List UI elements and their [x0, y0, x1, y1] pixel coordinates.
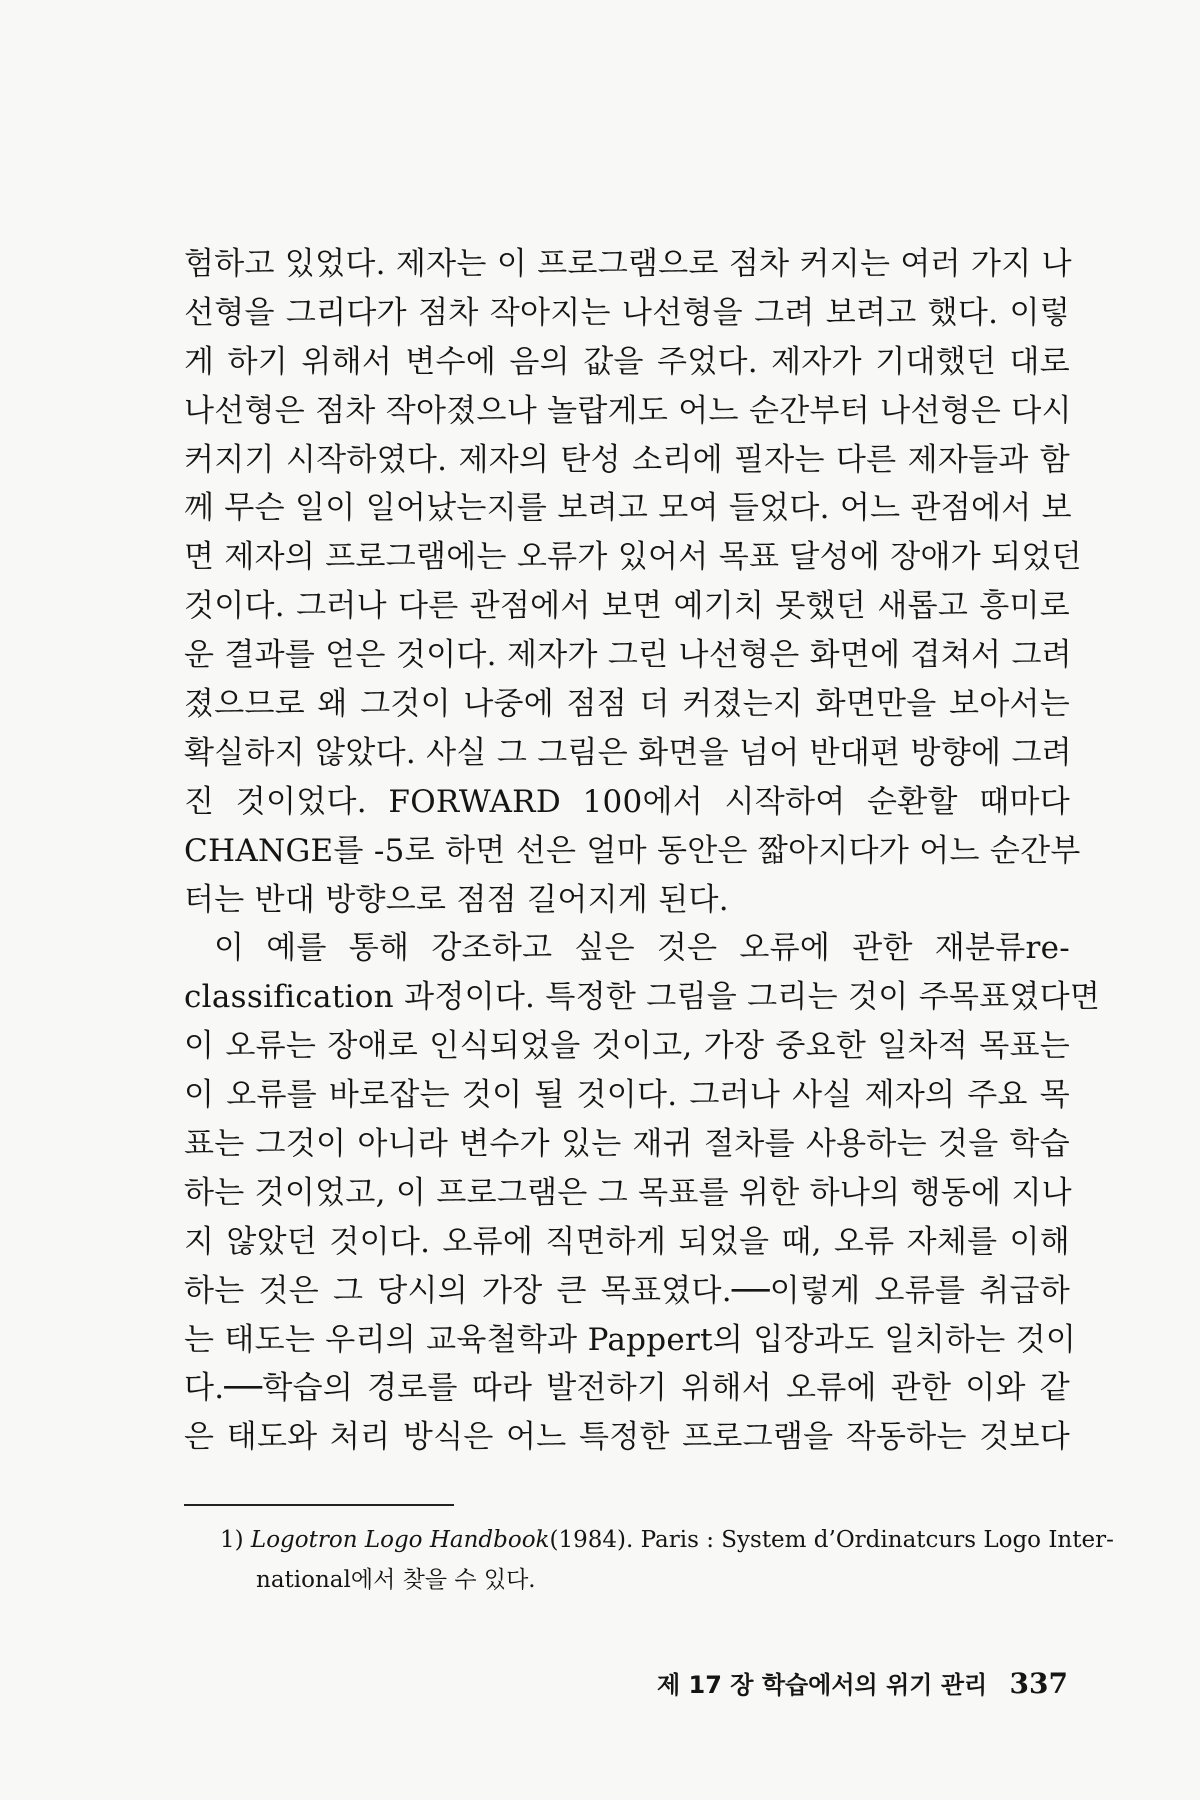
body-line: 이 오류를 바로잡는 것이 될 것이다. 그러나 사실 제자의 주요 목 [184, 1077, 1070, 1114]
footnote [220, 1520, 1114, 1600]
body-line: 이 예를 통해 강조하고 싶은 것은 오류에 관한 재분류re- [214, 930, 1070, 967]
body-line: 는 태도는 우리의 교육철학과 Pappert의 입장과도 일치하는 것이 [184, 1321, 1077, 1358]
body-line: 선형을 그리다가 점차 작아지는 나선형을 그려 보려고 했다. 이렇 [184, 294, 1070, 331]
body-line: 졌으므로 왜 그것이 나중에 점점 더 커졌는지 화면만을 보아서는 [184, 686, 1070, 723]
body-line: 게 하기 위해서 변수에 음의 값을 주었다. 제자가 기대했던 대로 [184, 343, 1070, 380]
body-line: 터는 반대 방향으로 점점 길어지게 된다. [184, 881, 729, 918]
body-line: 확실하지 않았다. 사실 그 그림은 화면을 넘어 반대편 방향에 그려 [184, 734, 1072, 771]
footnote-line-1 [220, 1520, 1114, 1560]
body-text [184, 240, 1101, 1462]
body-line: 나선형은 점차 작아졌으나 놀랍게도 어느 순간부터 나선형은 다시 [184, 392, 1072, 429]
body-line: 은 태도와 처리 방식은 어느 특정한 프로그램을 작동하는 것보다 [184, 1419, 1070, 1456]
body-line: 진 것이었다. FORWARD 100에서 시작하여 순환할 때마다 [184, 783, 1070, 820]
footnote-citation: (1984). Paris : System d’Ordinatcurs Logo Inter- [549, 1527, 1114, 1553]
body-line: 다.──학습의 경로를 따라 발전하기 위해서 오류에 관한 이와 같 [184, 1370, 1070, 1407]
body-line: 운 결과를 얻은 것이다. 제자가 그린 나선형은 화면에 겹쳐서 그려 [184, 637, 1072, 674]
body-line: classification 과정이다. 특정한 그림을 그리는 것이 주목표였다면 [184, 979, 1101, 1016]
body-line: 하는 것이었고, 이 프로그램은 그 목표를 위한 하나의 행동에 지나 [184, 1174, 1072, 1211]
page-number: 337 [1009, 1667, 1068, 1700]
body-line: 커지기 시작하였다. 제자의 탄성 소리에 필자는 다른 제자들과 함 [184, 441, 1070, 478]
body-line: 험하고 있었다. 제자는 이 프로그램으로 점차 커지는 여러 가지 나 [184, 246, 1072, 282]
body-line: 표는 그것이 아니라 변수가 있는 재귀 절차를 사용하는 것을 학습 [184, 1126, 1070, 1163]
running-footer [657, 1665, 1068, 1700]
body-line: 하는 것은 그 당시의 가장 큰 목표였다.──이렇게 오류를 취급하 [184, 1272, 1070, 1309]
body-line: 께 무슨 일이 일어났는지를 보려고 모여 들었다. 어느 관점에서 보 [184, 490, 1072, 527]
chapter-title: 제 17 장 학습에서의 위기 관리 [656, 1671, 988, 1699]
footnote-divider [184, 1504, 454, 1506]
footnote-title: Logotron Logo Handbook [250, 1527, 550, 1553]
footnote-number: 1) [220, 1527, 244, 1553]
body-line: 이 오류는 장애로 인식되었을 것이고, 가장 중요한 일차적 목표는 [184, 1028, 1070, 1065]
body-line: 것이다. 그러나 다른 관점에서 보면 예기치 못했던 새롭고 흥미로 [184, 588, 1070, 625]
body-line: 면 제자의 프로그램에는 오류가 있어서 목표 달성에 장애가 되었던 [184, 539, 1082, 576]
body-line: CHANGE를 -5로 하면 선은 얼마 동안은 짧아지다가 어느 순간부 [184, 832, 1081, 869]
body-line: 지 않았던 것이다. 오류에 직면하게 되었을 때, 오류 자체를 이해 [184, 1223, 1070, 1260]
footnote-line-2: national에서 찾을 수 있다. [256, 1567, 536, 1593]
